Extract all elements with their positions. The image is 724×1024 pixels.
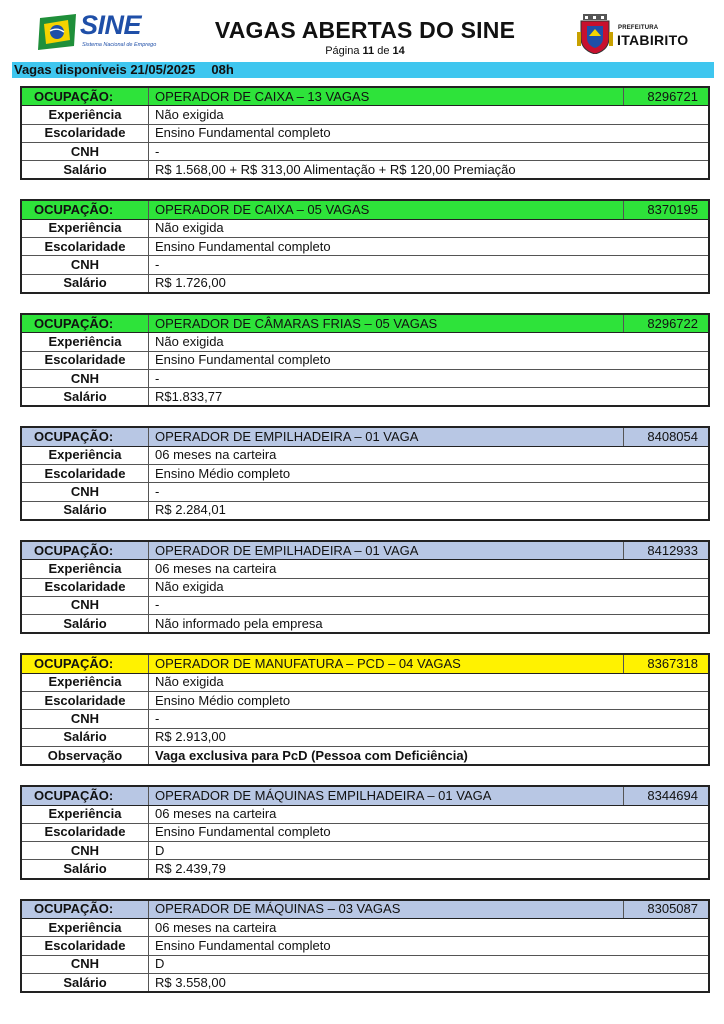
availability-hour: 08h [211, 62, 234, 77]
experiencia-value: 06 meses na carteira [149, 560, 710, 578]
job-experiencia-row [21, 673, 709, 691]
cnh-value: - [149, 483, 710, 501]
job-escolaridade-row [21, 937, 709, 955]
job-salario-row [21, 860, 709, 879]
salario-value: R$ 1.568,00 + R$ 313,00 Alimentação + R$ 120,00 Premiação [149, 161, 710, 180]
job-code: 8344694 [624, 786, 710, 805]
salario-label: Salário [21, 860, 149, 879]
cnh-label: CNH [21, 369, 149, 387]
occupation-label: OCUPAÇÃO: [21, 900, 149, 919]
escolaridade-value: Não exigida [149, 578, 710, 596]
experiencia-value: Não exigida [149, 106, 710, 124]
salario-label: Salário [21, 274, 149, 293]
experiencia-value: 06 meses na carteira [149, 805, 710, 823]
escolaridade-label: Escolaridade [21, 124, 149, 142]
cnh-label: CNH [21, 483, 149, 501]
job-cnh-row [21, 596, 709, 614]
job-code: 8367318 [624, 654, 710, 673]
job-cnh-row [21, 369, 709, 387]
experiencia-value: Não exigida [149, 673, 710, 691]
job-observacao-row [21, 746, 709, 765]
job-cnh-row [21, 256, 709, 274]
job-salario-row [21, 161, 709, 180]
job-experiencia-row [21, 918, 709, 936]
cnh-value: - [149, 369, 710, 387]
salario-label: Salário [21, 728, 149, 746]
job-escolaridade-row [21, 124, 709, 142]
job-code: 8305087 [624, 900, 710, 919]
salario-label: Salário [21, 501, 149, 520]
occupation-title: OPERADOR DE EMPILHADEIRA – 01 VAGA [149, 541, 624, 560]
salario-value: R$ 2.439,79 [149, 860, 710, 879]
experiencia-label: Experiência [21, 560, 149, 578]
prefeitura-logo [577, 14, 687, 54]
salario-value: R$ 2.284,01 [149, 501, 710, 520]
job-occupation-row [21, 654, 709, 673]
occupation-title: OPERADOR DE CAIXA – 05 VAGAS [149, 200, 624, 219]
job-salario-row [21, 388, 709, 407]
job-occupation-row [21, 900, 709, 919]
cnh-value: - [149, 256, 710, 274]
job-occupation-row [21, 427, 709, 446]
escolaridade-label: Escolaridade [21, 351, 149, 369]
salario-label: Salário [21, 615, 149, 634]
job-code: 8408054 [624, 427, 710, 446]
occupation-label: OCUPAÇÃO: [21, 200, 149, 219]
job-salario-row [21, 501, 709, 520]
occupation-label: OCUPAÇÃO: [21, 87, 149, 106]
job-experiencia-row [21, 446, 709, 464]
occupation-label: OCUPAÇÃO: [21, 427, 149, 446]
sine-subtitle: Sistema Nacional de Emprego [82, 42, 157, 48]
occupation-label: OCUPAÇÃO: [21, 541, 149, 560]
escolaridade-label: Escolaridade [21, 692, 149, 710]
job-code: 8296721 [624, 87, 710, 106]
job-experiencia-row [21, 560, 709, 578]
salario-label: Salário [21, 388, 149, 407]
city-crest-icon [577, 14, 613, 54]
escolaridade-label: Escolaridade [21, 238, 149, 256]
cnh-value: D [149, 842, 710, 860]
experiencia-value: 06 meses na carteira [149, 918, 710, 936]
job-occupation-row [21, 87, 709, 106]
sine-flag-icon [38, 14, 78, 50]
job-cnh-row [21, 710, 709, 728]
job-experiencia-row [21, 219, 709, 237]
job-escolaridade-row [21, 578, 709, 596]
experiencia-label: Experiência [21, 333, 149, 351]
cnh-value: - [149, 142, 710, 160]
occupation-label: OCUPAÇÃO: [21, 314, 149, 333]
page-header [0, 0, 724, 60]
job-salario-row [21, 973, 709, 992]
escolaridade-label: Escolaridade [21, 937, 149, 955]
salario-value: R$1.833,77 [149, 388, 710, 407]
job-escolaridade-row [21, 823, 709, 841]
job-experiencia-row [21, 805, 709, 823]
job-occupation-row [21, 314, 709, 333]
escolaridade-value: Ensino Fundamental completo [149, 823, 710, 841]
job-cnh-row [21, 483, 709, 501]
experiencia-label: Experiência [21, 219, 149, 237]
job-table [20, 653, 710, 766]
escolaridade-value: Ensino Fundamental completo [149, 238, 710, 256]
availability-date: Vagas disponíveis 21/05/2025 [14, 62, 196, 77]
job-table [20, 899, 710, 993]
page-indicator: Página 11 de 14 [325, 45, 405, 57]
salario-value: R$ 3.558,00 [149, 973, 710, 992]
escolaridade-value: Ensino Fundamental completo [149, 351, 710, 369]
cnh-label: CNH [21, 842, 149, 860]
escolaridade-label: Escolaridade [21, 578, 149, 596]
experiencia-value: Não exigida [149, 333, 710, 351]
experiencia-label: Experiência [21, 918, 149, 936]
job-table [20, 426, 710, 520]
experiencia-value: 06 meses na carteira [149, 446, 710, 464]
job-escolaridade-row [21, 351, 709, 369]
escolaridade-value: Ensino Médio completo [149, 465, 710, 483]
sine-wordmark: SINE [80, 10, 142, 40]
occupation-title: OPERADOR DE EMPILHADEIRA – 01 VAGA [149, 427, 624, 446]
observacao-label: Observação [21, 746, 149, 765]
cnh-label: CNH [21, 142, 149, 160]
job-salario-row [21, 274, 709, 293]
cnh-label: CNH [21, 596, 149, 614]
job-salario-row [21, 615, 709, 634]
job-table [20, 785, 710, 879]
escolaridade-value: Ensino Médio completo [149, 692, 710, 710]
sine-logo [38, 12, 162, 52]
job-cnh-row [21, 142, 709, 160]
job-occupation-row [21, 786, 709, 805]
cnh-value: - [149, 596, 710, 614]
occupation-title: OPERADOR DE MANUFATURA – PCD – 04 VAGAS [149, 654, 624, 673]
salario-value: Não informado pela empresa [149, 615, 710, 634]
experiencia-label: Experiência [21, 106, 149, 124]
job-occupation-row [21, 541, 709, 560]
job-code: 8296722 [624, 314, 710, 333]
occupation-title: OPERADOR DE CAIXA – 13 VAGAS [149, 87, 624, 106]
cnh-value: - [149, 710, 710, 728]
occupation-label: OCUPAÇÃO: [21, 786, 149, 805]
occupation-title: OPERADOR DE CÂMARAS FRIAS – 05 VAGAS [149, 314, 624, 333]
job-list [20, 86, 710, 1012]
job-table [20, 199, 710, 293]
job-escolaridade-row [21, 692, 709, 710]
cnh-label: CNH [21, 256, 149, 274]
page-total: 14 [392, 45, 405, 57]
salario-value: R$ 2.913,00 [149, 728, 710, 746]
job-occupation-row [21, 200, 709, 219]
salario-value: R$ 1.726,00 [149, 274, 710, 293]
job-salario-row [21, 728, 709, 746]
salario-label: Salário [21, 161, 149, 180]
occupation-title: OPERADOR DE MÁQUINAS EMPILHADEIRA – 01 VAGA [149, 786, 624, 805]
occupation-label: OCUPAÇÃO: [21, 654, 149, 673]
page-current: 11 [362, 45, 375, 57]
salario-label: Salário [21, 973, 149, 992]
job-table [20, 86, 710, 180]
page-title: VAGAS ABERTAS DO SINE [214, 17, 516, 43]
observacao-value: Vaga exclusiva para PcD (Pessoa com Deficiência) [149, 746, 710, 765]
job-experiencia-row [21, 333, 709, 351]
cnh-label: CNH [21, 710, 149, 728]
job-code: 8370195 [624, 200, 710, 219]
escolaridade-label: Escolaridade [21, 465, 149, 483]
experiencia-value: Não exigida [149, 219, 710, 237]
availability-bar [12, 62, 714, 78]
job-table [20, 313, 710, 407]
cnh-label: CNH [21, 955, 149, 973]
job-code: 8412933 [624, 541, 710, 560]
job-escolaridade-row [21, 238, 709, 256]
job-experiencia-row [21, 106, 709, 124]
job-cnh-row [21, 842, 709, 860]
cnh-value: D [149, 955, 710, 973]
job-table [20, 540, 710, 634]
prefeitura-label: PREFEITURA [618, 25, 659, 31]
escolaridade-value: Ensino Fundamental completo [149, 124, 710, 142]
occupation-title: OPERADOR DE MÁQUINAS – 03 VAGAS [149, 900, 624, 919]
experiencia-label: Experiência [21, 805, 149, 823]
escolaridade-label: Escolaridade [21, 823, 149, 841]
city-name: ITABIRITO [617, 32, 689, 48]
job-cnh-row [21, 955, 709, 973]
escolaridade-value: Ensino Fundamental completo [149, 937, 710, 955]
experiencia-label: Experiência [21, 446, 149, 464]
experiencia-label: Experiência [21, 673, 149, 691]
job-escolaridade-row [21, 465, 709, 483]
